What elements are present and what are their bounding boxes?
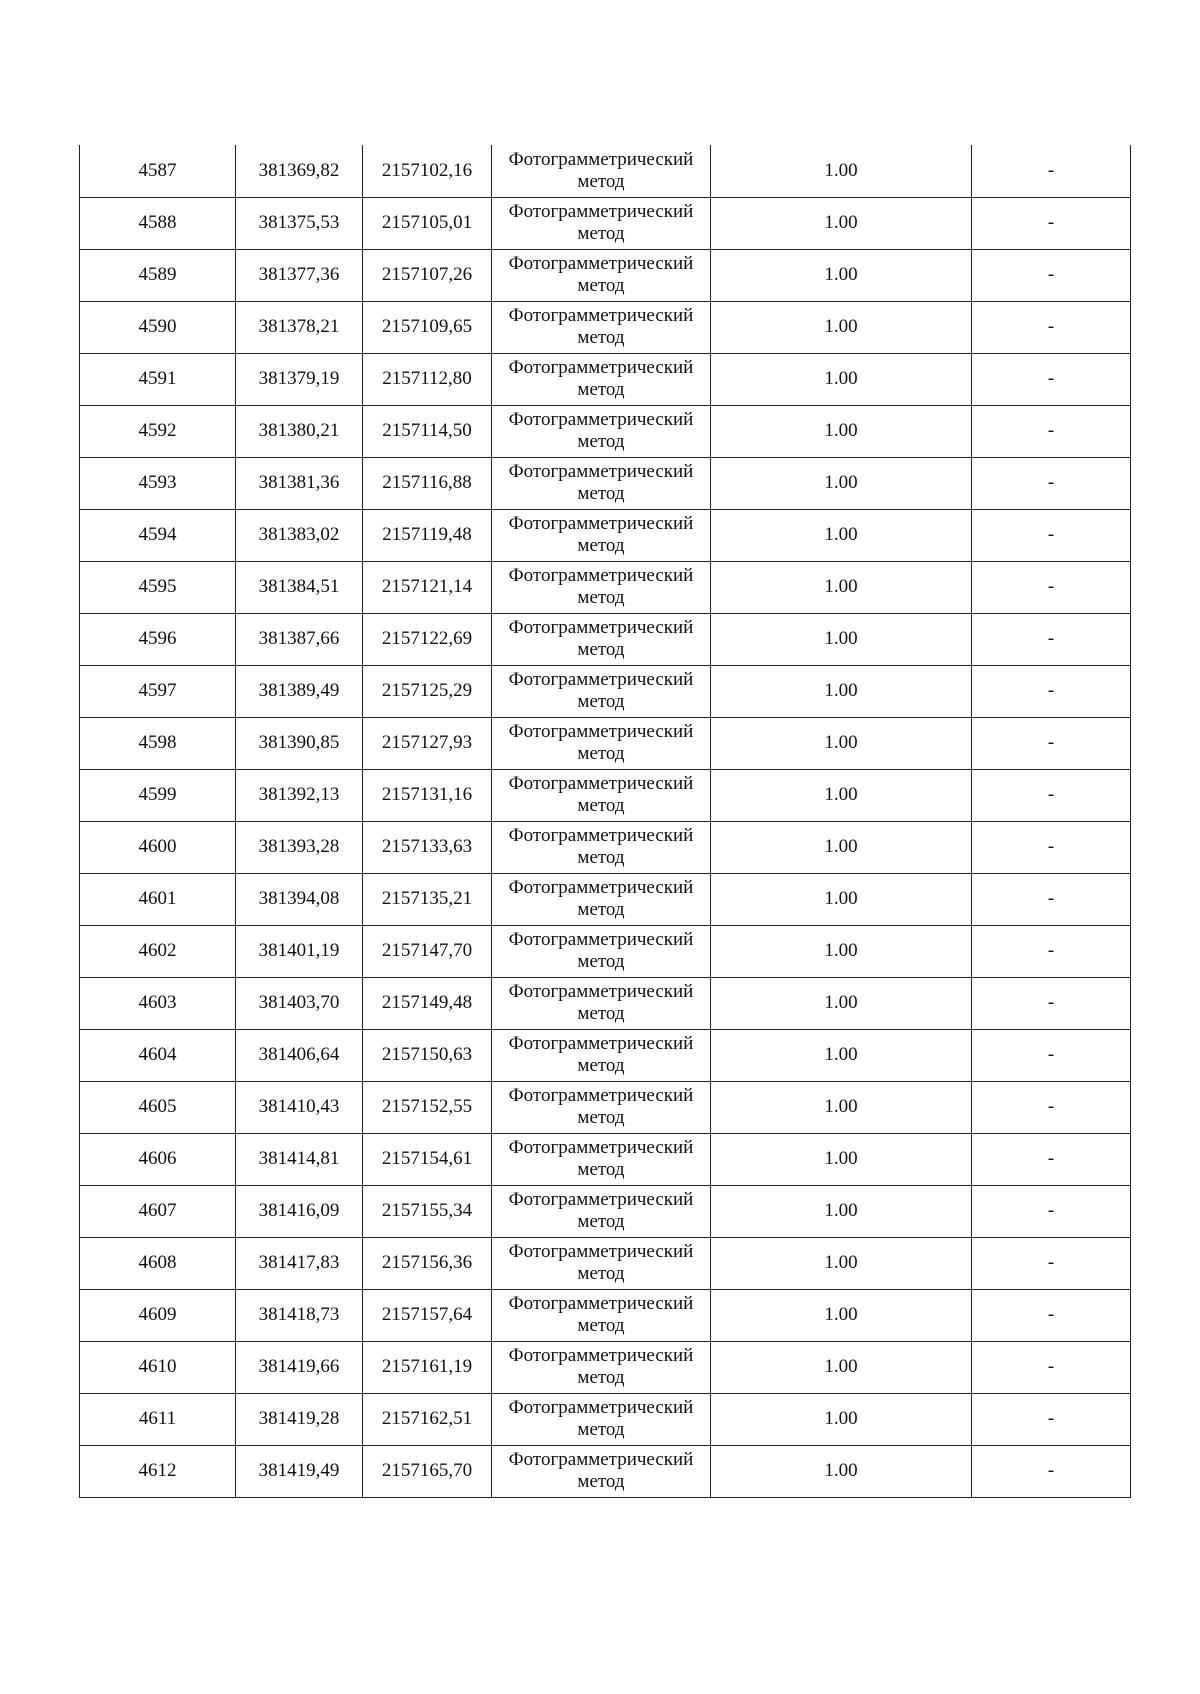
method-line2: метод — [577, 1471, 625, 1492]
method-line1: Фотограмметрический — [508, 877, 694, 898]
method-line1: Фотограмметрический — [508, 1345, 694, 1366]
method-line2: метод — [577, 431, 625, 452]
method-line2: метод — [577, 587, 625, 608]
note-cell: - — [972, 145, 1131, 197]
y-coordinate-cell: 2157150,63 — [363, 1029, 492, 1081]
method-line1: Фотограмметрический — [508, 773, 694, 794]
method-line2: метод — [577, 1419, 625, 1440]
x-coordinate-cell: 381406,64 — [236, 1029, 363, 1081]
note-cell: - — [972, 925, 1131, 977]
method-cell — [492, 1341, 711, 1393]
method-line2: метод — [577, 535, 625, 556]
table-row — [80, 1133, 1131, 1185]
table-row — [80, 717, 1131, 769]
x-coordinate-cell: 381392,13 — [236, 769, 363, 821]
note-cell: - — [972, 1133, 1131, 1185]
table-row — [80, 1029, 1131, 1081]
method-line1: Фотограмметрический — [508, 1189, 694, 1210]
accuracy-cell: 1.00 — [711, 197, 972, 249]
note-cell: - — [972, 197, 1131, 249]
method-line1: Фотограмметрический — [508, 1085, 694, 1106]
y-coordinate-cell: 2157116,88 — [363, 457, 492, 509]
method-line2: метод — [577, 1211, 625, 1232]
x-coordinate-cell: 381387,66 — [236, 613, 363, 665]
x-coordinate-cell: 381381,36 — [236, 457, 363, 509]
y-coordinate-cell: 2157107,26 — [363, 249, 492, 301]
accuracy-cell: 1.00 — [711, 1445, 972, 1497]
note-cell: - — [972, 613, 1131, 665]
method-line1: Фотограмметрический — [508, 825, 694, 846]
y-coordinate-cell: 2157149,48 — [363, 977, 492, 1029]
point-number-cell: 4594 — [80, 509, 236, 561]
table-row — [80, 249, 1131, 301]
method-cell — [492, 1445, 711, 1497]
x-coordinate-cell: 381416,09 — [236, 1185, 363, 1237]
accuracy-cell: 1.00 — [711, 561, 972, 613]
x-coordinate-cell: 381384,51 — [236, 561, 363, 613]
accuracy-cell: 1.00 — [711, 1185, 972, 1237]
method-cell — [492, 977, 711, 1029]
method-cell — [492, 717, 711, 769]
method-cell — [492, 457, 711, 509]
table-row — [80, 457, 1131, 509]
x-coordinate-cell: 381417,83 — [236, 1237, 363, 1289]
note-cell: - — [972, 353, 1131, 405]
x-coordinate-cell: 381389,49 — [236, 665, 363, 717]
note-cell: - — [972, 665, 1131, 717]
point-number-cell: 4606 — [80, 1133, 236, 1185]
y-coordinate-cell: 2157127,93 — [363, 717, 492, 769]
method-line2: метод — [577, 1263, 625, 1284]
point-number-cell: 4604 — [80, 1029, 236, 1081]
method-line2: метод — [577, 379, 625, 400]
x-coordinate-cell: 381375,53 — [236, 197, 363, 249]
method-line1: Фотограмметрический — [508, 929, 694, 950]
note-cell: - — [972, 301, 1131, 353]
point-number-cell: 4593 — [80, 457, 236, 509]
point-number-cell: 4602 — [80, 925, 236, 977]
x-coordinate-cell: 381418,73 — [236, 1289, 363, 1341]
coordinates-table-body — [80, 145, 1131, 1497]
method-line1: Фотограмметрический — [508, 1241, 694, 1262]
table-row — [80, 405, 1131, 457]
x-coordinate-cell: 381401,19 — [236, 925, 363, 977]
method-line1: Фотограмметрический — [508, 617, 694, 638]
method-line1: Фотограмметрический — [508, 1293, 694, 1314]
point-number-cell: 4603 — [80, 977, 236, 1029]
method-line2: метод — [577, 743, 625, 764]
x-coordinate-cell: 381369,82 — [236, 145, 363, 197]
table-row — [80, 977, 1131, 1029]
method-line2: метод — [577, 795, 625, 816]
y-coordinate-cell: 2157133,63 — [363, 821, 492, 873]
method-line1: Фотограмметрический — [508, 721, 694, 742]
point-number-cell: 4596 — [80, 613, 236, 665]
coordinates-table — [79, 145, 1131, 1498]
point-number-cell: 4592 — [80, 405, 236, 457]
point-number-cell: 4608 — [80, 1237, 236, 1289]
method-line1: Фотограмметрический — [508, 1397, 694, 1418]
method-line2: метод — [577, 951, 625, 972]
method-line2: метод — [577, 847, 625, 868]
method-line1: Фотограмметрический — [508, 253, 694, 274]
note-cell: - — [972, 405, 1131, 457]
table-row — [80, 1393, 1131, 1445]
method-cell — [492, 561, 711, 613]
y-coordinate-cell: 2157109,65 — [363, 301, 492, 353]
method-cell — [492, 1185, 711, 1237]
method-cell — [492, 613, 711, 665]
x-coordinate-cell: 381419,66 — [236, 1341, 363, 1393]
note-cell: - — [972, 1185, 1131, 1237]
accuracy-cell: 1.00 — [711, 1289, 972, 1341]
point-number-cell: 4591 — [80, 353, 236, 405]
note-cell: - — [972, 509, 1131, 561]
x-coordinate-cell: 381393,28 — [236, 821, 363, 873]
method-line2: метод — [577, 1159, 625, 1180]
table-row — [80, 197, 1131, 249]
method-cell — [492, 1289, 711, 1341]
method-line1: Фотограмметрический — [508, 305, 694, 326]
x-coordinate-cell: 381383,02 — [236, 509, 363, 561]
point-number-cell: 4587 — [80, 145, 236, 197]
table-row — [80, 665, 1131, 717]
method-cell — [492, 1029, 711, 1081]
method-line2: метод — [577, 1315, 625, 1336]
method-line2: метод — [577, 327, 625, 348]
method-line2: метод — [577, 170, 625, 192]
method-line1: Фотограмметрический — [508, 981, 694, 1002]
accuracy-cell: 1.00 — [711, 821, 972, 873]
x-coordinate-cell: 381419,49 — [236, 1445, 363, 1497]
method-line1: Фотограмметрический — [508, 409, 694, 430]
accuracy-cell: 1.00 — [711, 1341, 972, 1393]
accuracy-cell: 1.00 — [711, 977, 972, 1029]
method-cell — [492, 197, 711, 249]
table-row — [80, 1445, 1131, 1497]
point-number-cell: 4609 — [80, 1289, 236, 1341]
y-coordinate-cell: 2157131,16 — [363, 769, 492, 821]
accuracy-cell: 1.00 — [711, 1081, 972, 1133]
x-coordinate-cell: 381394,08 — [236, 873, 363, 925]
method-line2: метод — [577, 1367, 625, 1388]
method-line1: Фотограмметрический — [508, 1449, 694, 1470]
method-cell — [492, 145, 711, 197]
method-line2: метод — [577, 639, 625, 660]
x-coordinate-cell: 381378,21 — [236, 301, 363, 353]
y-coordinate-cell: 2157147,70 — [363, 925, 492, 977]
method-cell — [492, 821, 711, 873]
accuracy-cell: 1.00 — [711, 405, 972, 457]
table-row — [80, 1341, 1131, 1393]
method-line1: Фотограмметрический — [508, 513, 694, 534]
accuracy-cell: 1.00 — [711, 1133, 972, 1185]
table-row — [80, 1185, 1131, 1237]
y-coordinate-cell: 2157114,50 — [363, 405, 492, 457]
y-coordinate-cell: 2157121,14 — [363, 561, 492, 613]
method-line2: метод — [577, 223, 625, 244]
accuracy-cell: 1.00 — [711, 665, 972, 717]
y-coordinate-cell: 2157102,16 — [363, 145, 492, 197]
method-line2: метод — [577, 1003, 625, 1024]
accuracy-cell: 1.00 — [711, 717, 972, 769]
accuracy-cell: 1.00 — [711, 145, 972, 197]
point-number-cell: 4595 — [80, 561, 236, 613]
y-coordinate-cell: 2157156,36 — [363, 1237, 492, 1289]
y-coordinate-cell: 2157119,48 — [363, 509, 492, 561]
table-row — [80, 301, 1131, 353]
method-cell — [492, 873, 711, 925]
method-cell — [492, 1133, 711, 1185]
accuracy-cell: 1.00 — [711, 353, 972, 405]
method-line1: Фотограмметрический — [508, 201, 694, 222]
table-row — [80, 509, 1131, 561]
note-cell: - — [972, 457, 1131, 509]
note-cell: - — [972, 769, 1131, 821]
accuracy-cell: 1.00 — [711, 1029, 972, 1081]
table-row — [80, 821, 1131, 873]
method-cell — [492, 1081, 711, 1133]
accuracy-cell: 1.00 — [711, 1237, 972, 1289]
y-coordinate-cell: 2157157,64 — [363, 1289, 492, 1341]
table-row — [80, 925, 1131, 977]
accuracy-cell: 1.00 — [711, 613, 972, 665]
note-cell: - — [972, 1341, 1131, 1393]
method-line2: метод — [577, 1055, 625, 1076]
y-coordinate-cell: 2157154,61 — [363, 1133, 492, 1185]
note-cell: - — [972, 1237, 1131, 1289]
accuracy-cell: 1.00 — [711, 301, 972, 353]
point-number-cell: 4607 — [80, 1185, 236, 1237]
note-cell: - — [972, 977, 1131, 1029]
x-coordinate-cell: 381414,81 — [236, 1133, 363, 1185]
table-row — [80, 1081, 1131, 1133]
x-coordinate-cell: 381380,21 — [236, 405, 363, 457]
method-line2: метод — [577, 483, 625, 504]
method-cell — [492, 249, 711, 301]
y-coordinate-cell: 2157122,69 — [363, 613, 492, 665]
note-cell: - — [972, 1081, 1131, 1133]
point-number-cell: 4610 — [80, 1341, 236, 1393]
y-coordinate-cell: 2157112,80 — [363, 353, 492, 405]
table-row — [80, 353, 1131, 405]
method-cell — [492, 925, 711, 977]
point-number-cell: 4590 — [80, 301, 236, 353]
method-cell — [492, 353, 711, 405]
method-line1: Фотограмметрический — [508, 1033, 694, 1054]
table-row — [80, 561, 1131, 613]
accuracy-cell: 1.00 — [711, 925, 972, 977]
y-coordinate-cell: 2157161,19 — [363, 1341, 492, 1393]
method-cell — [492, 1393, 711, 1445]
note-cell: - — [972, 821, 1131, 873]
table-row — [80, 145, 1131, 197]
note-cell: - — [972, 561, 1131, 613]
x-coordinate-cell: 381410,43 — [236, 1081, 363, 1133]
method-line1: Фотограмметрический — [508, 461, 694, 482]
accuracy-cell: 1.00 — [711, 509, 972, 561]
accuracy-cell: 1.00 — [711, 457, 972, 509]
point-number-cell: 4598 — [80, 717, 236, 769]
method-line2: метод — [577, 275, 625, 296]
accuracy-cell: 1.00 — [711, 873, 972, 925]
y-coordinate-cell: 2157125,29 — [363, 665, 492, 717]
note-cell: - — [972, 249, 1131, 301]
point-number-cell: 4601 — [80, 873, 236, 925]
table-row — [80, 613, 1131, 665]
y-coordinate-cell: 2157135,21 — [363, 873, 492, 925]
method-cell — [492, 1237, 711, 1289]
method-cell — [492, 509, 711, 561]
x-coordinate-cell: 381419,28 — [236, 1393, 363, 1445]
accuracy-cell: 1.00 — [711, 1393, 972, 1445]
point-number-cell: 4612 — [80, 1445, 236, 1497]
table-row — [80, 769, 1131, 821]
method-line1: Фотограмметрический — [508, 357, 694, 378]
point-number-cell: 4611 — [80, 1393, 236, 1445]
method-line1: Фотограмметрический — [508, 669, 694, 690]
method-cell — [492, 769, 711, 821]
method-line2: метод — [577, 899, 625, 920]
point-number-cell: 4600 — [80, 821, 236, 873]
method-line2: метод — [577, 691, 625, 712]
table-row — [80, 1289, 1131, 1341]
table-row — [80, 1237, 1131, 1289]
note-cell: - — [972, 1445, 1131, 1497]
note-cell: - — [972, 873, 1131, 925]
y-coordinate-cell: 2157162,51 — [363, 1393, 492, 1445]
x-coordinate-cell: 381377,36 — [236, 249, 363, 301]
y-coordinate-cell: 2157105,01 — [363, 197, 492, 249]
y-coordinate-cell: 2157155,34 — [363, 1185, 492, 1237]
accuracy-cell: 1.00 — [711, 769, 972, 821]
point-number-cell: 4597 — [80, 665, 236, 717]
method-line2: метод — [577, 1107, 625, 1128]
x-coordinate-cell: 381403,70 — [236, 977, 363, 1029]
y-coordinate-cell: 2157152,55 — [363, 1081, 492, 1133]
note-cell: - — [972, 1393, 1131, 1445]
x-coordinate-cell: 381379,19 — [236, 353, 363, 405]
note-cell: - — [972, 1289, 1131, 1341]
y-coordinate-cell: 2157165,70 — [363, 1445, 492, 1497]
method-line1: Фотограмметрический — [508, 148, 694, 170]
x-coordinate-cell: 381390,85 — [236, 717, 363, 769]
note-cell: - — [972, 717, 1131, 769]
point-number-cell: 4605 — [80, 1081, 236, 1133]
point-number-cell: 4599 — [80, 769, 236, 821]
method-line1: Фотограмметрический — [508, 1137, 694, 1158]
point-number-cell: 4589 — [80, 249, 236, 301]
method-line1: Фотограмметрический — [508, 565, 694, 586]
point-number-cell: 4588 — [80, 197, 236, 249]
method-cell — [492, 405, 711, 457]
table-row — [80, 873, 1131, 925]
note-cell: - — [972, 1029, 1131, 1081]
method-cell — [492, 301, 711, 353]
method-cell — [492, 665, 711, 717]
accuracy-cell: 1.00 — [711, 249, 972, 301]
